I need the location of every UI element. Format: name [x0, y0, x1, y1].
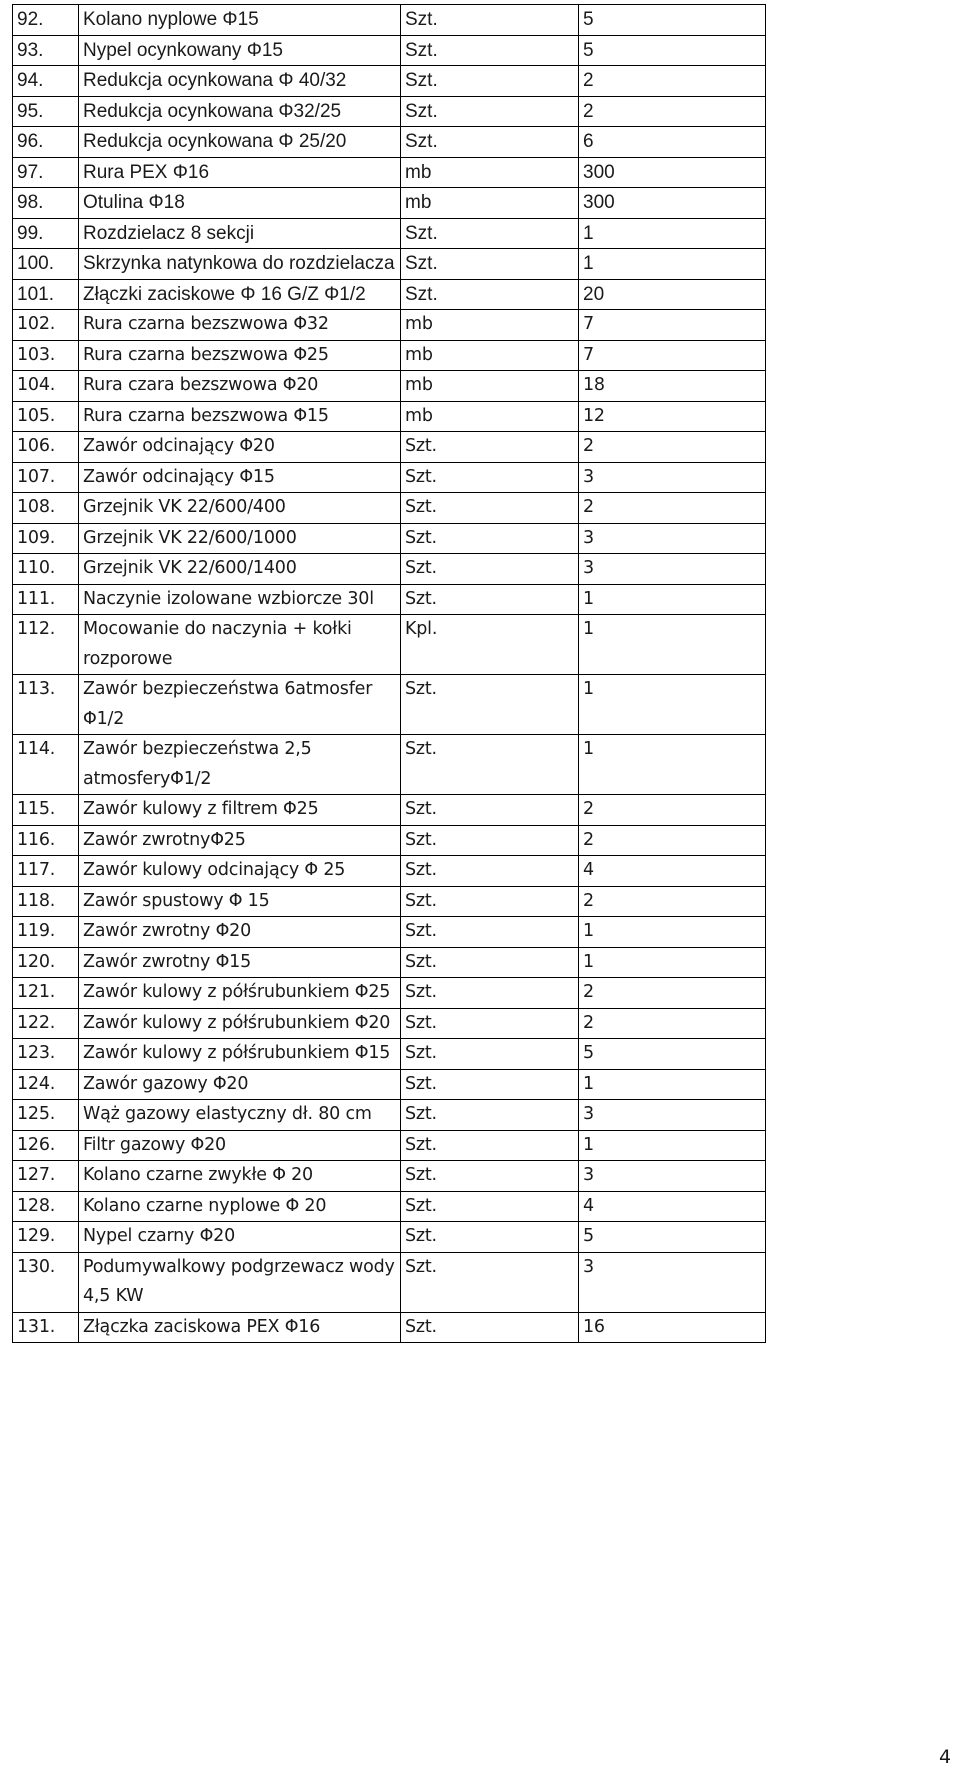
item-number-cell: 116.	[13, 825, 79, 856]
item-name-cell: Rura czara bezszwowa Φ20	[79, 371, 401, 402]
quantity-cell: 2	[579, 96, 766, 127]
unit-cell: Szt.	[401, 5, 579, 36]
item-number-cell: 99.	[13, 218, 79, 249]
unit-cell: mb	[401, 401, 579, 432]
quantity-cell: 7	[579, 310, 766, 341]
item-name-cell: Rura czarna bezszwowa Φ32	[79, 310, 401, 341]
item-name-cell: Wąż gazowy elastyczny dł. 80 cm	[79, 1100, 401, 1131]
item-name-cell: Filtr gazowy Φ20	[79, 1130, 401, 1161]
quantity-cell: 300	[579, 188, 766, 219]
quantity-cell: 6	[579, 127, 766, 158]
unit-cell: Szt.	[401, 432, 579, 463]
unit-cell: Szt.	[401, 1191, 579, 1222]
unit-cell: Szt.	[401, 1008, 579, 1039]
table-row	[13, 493, 766, 524]
table-row	[13, 310, 766, 341]
quantity-cell: 1	[579, 735, 766, 795]
table-row	[13, 554, 766, 585]
item-name-cell: Kolano nyplowe Φ15	[79, 5, 401, 36]
quantity-cell: 16	[579, 1312, 766, 1343]
unit-cell: Szt.	[401, 462, 579, 493]
table-row	[13, 917, 766, 948]
item-name-cell: Otulina Φ18	[79, 188, 401, 219]
item-name-cell: Złączka zaciskowa PEX Φ16	[79, 1312, 401, 1343]
item-name-cell: Zawór kulowy z półśrubunkiem Φ25	[79, 978, 401, 1009]
unit-cell: Szt.	[401, 66, 579, 97]
quantity-cell: 5	[579, 35, 766, 66]
table-row	[13, 279, 766, 310]
item-number-cell: 103.	[13, 340, 79, 371]
table-row	[13, 1252, 766, 1312]
table-row	[13, 735, 766, 795]
unit-cell: mb	[401, 310, 579, 341]
item-number-cell: 109.	[13, 523, 79, 554]
item-name-cell: Zawór spustowy Φ 15	[79, 886, 401, 917]
table-row	[13, 978, 766, 1009]
table-row	[13, 615, 766, 675]
item-name-cell: Redukcja ocynkowana Φ32/25	[79, 96, 401, 127]
table-row	[13, 1039, 766, 1070]
table-row	[13, 127, 766, 158]
item-number-cell: 100.	[13, 249, 79, 280]
item-number-cell: 130.	[13, 1252, 79, 1312]
item-number-cell: 102.	[13, 310, 79, 341]
item-name-cell: Grzejnik VK 22/600/1400	[79, 554, 401, 585]
item-number-cell: 93.	[13, 35, 79, 66]
quantity-cell: 1	[579, 947, 766, 978]
quantity-cell: 1	[579, 917, 766, 948]
quantity-cell: 1	[579, 584, 766, 615]
item-number-cell: 97.	[13, 157, 79, 188]
unit-cell: mb	[401, 340, 579, 371]
item-name-cell: Skrzynka natynkowa do rozdzielacza	[79, 249, 401, 280]
item-name-cell: Złączki zaciskowe Φ 16 G/Z Φ1/2	[79, 279, 401, 310]
table-row	[13, 947, 766, 978]
item-number-cell: 113.	[13, 675, 79, 735]
item-number-cell: 101.	[13, 279, 79, 310]
item-number-cell: 129.	[13, 1222, 79, 1253]
item-number-cell: 126.	[13, 1130, 79, 1161]
unit-cell: Szt.	[401, 554, 579, 585]
item-name-cell: Rozdzielacz 8 sekcji	[79, 218, 401, 249]
item-number-cell: 105.	[13, 401, 79, 432]
table-row	[13, 1008, 766, 1039]
item-name-cell: Redukcja ocynkowana Φ 40/32	[79, 66, 401, 97]
quantity-cell: 4	[579, 1191, 766, 1222]
item-name-cell: Zawór bezpieczeństwa 2,5 atmosferyΦ1/2	[79, 735, 401, 795]
quantity-cell: 7	[579, 340, 766, 371]
item-number-cell: 123.	[13, 1039, 79, 1070]
quantity-cell: 1	[579, 249, 766, 280]
unit-cell: Szt.	[401, 1039, 579, 1070]
table-row	[13, 5, 766, 36]
item-number-cell: 125.	[13, 1100, 79, 1131]
table-row	[13, 35, 766, 66]
unit-cell: Szt.	[401, 493, 579, 524]
item-number-cell: 127.	[13, 1161, 79, 1192]
item-name-cell: Zawór zwrotnyΦ25	[79, 825, 401, 856]
item-name-cell: Redukcja ocynkowana Φ 25/20	[79, 127, 401, 158]
item-number-cell: 122.	[13, 1008, 79, 1039]
unit-cell: Szt.	[401, 735, 579, 795]
quantity-cell: 2	[579, 66, 766, 97]
item-name-cell: Zawór kulowy odcinający Φ 25	[79, 856, 401, 887]
table-row	[13, 188, 766, 219]
table-row	[13, 584, 766, 615]
table-row	[13, 432, 766, 463]
item-name-cell: Kolano czarne nyplowe Φ 20	[79, 1191, 401, 1222]
item-name-cell: Zawór kulowy z półśrubunkiem Φ20	[79, 1008, 401, 1039]
quantity-cell: 5	[579, 1039, 766, 1070]
unit-cell: Szt.	[401, 523, 579, 554]
item-number-cell: 124.	[13, 1069, 79, 1100]
unit-cell: Szt.	[401, 795, 579, 826]
unit-cell: Szt.	[401, 1222, 579, 1253]
item-number-cell: 114.	[13, 735, 79, 795]
item-name-cell: Zawór kulowy z filtrem Φ25	[79, 795, 401, 826]
unit-cell: Szt.	[401, 856, 579, 887]
table-row	[13, 249, 766, 280]
materials-table	[12, 4, 766, 1343]
unit-cell: Szt.	[401, 1161, 579, 1192]
quantity-cell: 20	[579, 279, 766, 310]
table-row	[13, 462, 766, 493]
unit-cell: Szt.	[401, 675, 579, 735]
table-row	[13, 1191, 766, 1222]
item-name-cell: Zawór odcinający Φ20	[79, 432, 401, 463]
unit-cell: Szt.	[401, 917, 579, 948]
item-number-cell: 131.	[13, 1312, 79, 1343]
item-number-cell: 106.	[13, 432, 79, 463]
quantity-cell: 2	[579, 493, 766, 524]
item-name-cell: Nypel ocynkowany Φ15	[79, 35, 401, 66]
item-name-cell: Grzejnik VK 22/600/1000	[79, 523, 401, 554]
quantity-cell: 3	[579, 554, 766, 585]
item-name-cell: Grzejnik VK 22/600/400	[79, 493, 401, 524]
quantity-cell: 2	[579, 432, 766, 463]
quantity-cell: 2	[579, 978, 766, 1009]
quantity-cell: 1	[579, 675, 766, 735]
table-row	[13, 675, 766, 735]
quantity-cell: 1	[579, 615, 766, 675]
item-number-cell: 121.	[13, 978, 79, 1009]
item-number-cell: 104.	[13, 371, 79, 402]
item-name-cell: Zawór gazowy Φ20	[79, 1069, 401, 1100]
table-row	[13, 401, 766, 432]
table-row	[13, 1312, 766, 1343]
table-row	[13, 886, 766, 917]
table-row	[13, 795, 766, 826]
item-name-cell: Mocowanie do naczynia + kołki rozporowe	[79, 615, 401, 675]
item-name-cell: Rura PEX Φ16	[79, 157, 401, 188]
item-name-cell: Naczynie izolowane wzbiorcze 30l	[79, 584, 401, 615]
item-name-cell: Rura czarna bezszwowa Φ25	[79, 340, 401, 371]
item-name-cell: Kolano czarne zwykłe Φ 20	[79, 1161, 401, 1192]
item-number-cell: 98.	[13, 188, 79, 219]
item-number-cell: 115.	[13, 795, 79, 826]
unit-cell: mb	[401, 188, 579, 219]
quantity-cell: 3	[579, 1161, 766, 1192]
item-number-cell: 117.	[13, 856, 79, 887]
unit-cell: Szt.	[401, 279, 579, 310]
unit-cell: Kpl.	[401, 615, 579, 675]
table-row	[13, 340, 766, 371]
quantity-cell: 2	[579, 795, 766, 826]
item-name-cell: Zawór zwrotny Φ20	[79, 917, 401, 948]
table-row	[13, 1222, 766, 1253]
item-number-cell: 94.	[13, 66, 79, 97]
item-number-cell: 111.	[13, 584, 79, 615]
unit-cell: Szt.	[401, 1069, 579, 1100]
quantity-cell: 2	[579, 825, 766, 856]
unit-cell: Szt.	[401, 1130, 579, 1161]
item-number-cell: 95.	[13, 96, 79, 127]
quantity-cell: 2	[579, 1008, 766, 1039]
item-number-cell: 120.	[13, 947, 79, 978]
item-number-cell: 128.	[13, 1191, 79, 1222]
table-row	[13, 1130, 766, 1161]
quantity-cell: 3	[579, 1100, 766, 1131]
table-row	[13, 825, 766, 856]
table-row	[13, 1161, 766, 1192]
item-name-cell: Zawór bezpieczeństwa 6atmosfer Φ1/2	[79, 675, 401, 735]
unit-cell: Szt.	[401, 218, 579, 249]
table-row	[13, 856, 766, 887]
quantity-cell: 18	[579, 371, 766, 402]
table-row	[13, 96, 766, 127]
table-row	[13, 157, 766, 188]
table-row	[13, 371, 766, 402]
item-name-cell: Zawór odcinający Φ15	[79, 462, 401, 493]
page-number: 4	[939, 1746, 952, 1768]
table-row	[13, 218, 766, 249]
item-name-cell: Zawór zwrotny Φ15	[79, 947, 401, 978]
unit-cell: Szt.	[401, 35, 579, 66]
item-number-cell: 118.	[13, 886, 79, 917]
quantity-cell: 3	[579, 462, 766, 493]
item-name-cell: Podumywalkowy podgrzewacz wody 4,5 KW	[79, 1252, 401, 1312]
quantity-cell: 2	[579, 886, 766, 917]
quantity-cell: 5	[579, 5, 766, 36]
quantity-cell: 3	[579, 1252, 766, 1312]
table-row	[13, 523, 766, 554]
unit-cell: Szt.	[401, 249, 579, 280]
quantity-cell: 1	[579, 1130, 766, 1161]
quantity-cell: 12	[579, 401, 766, 432]
unit-cell: Szt.	[401, 96, 579, 127]
table-row	[13, 1100, 766, 1131]
quantity-cell: 1	[579, 218, 766, 249]
quantity-cell: 3	[579, 523, 766, 554]
materials-table-body	[13, 5, 766, 1343]
unit-cell: mb	[401, 157, 579, 188]
item-number-cell: 110.	[13, 554, 79, 585]
table-row	[13, 1069, 766, 1100]
quantity-cell: 300	[579, 157, 766, 188]
unit-cell: Szt.	[401, 825, 579, 856]
unit-cell: Szt.	[401, 886, 579, 917]
item-name-cell: Zawór kulowy z półśrubunkiem Φ15	[79, 1039, 401, 1070]
quantity-cell: 4	[579, 856, 766, 887]
item-number-cell: 107.	[13, 462, 79, 493]
unit-cell: Szt.	[401, 1312, 579, 1343]
quantity-cell: 1	[579, 1069, 766, 1100]
item-name-cell: Nypel czarny Φ20	[79, 1222, 401, 1253]
unit-cell: Szt.	[401, 127, 579, 158]
item-number-cell: 92.	[13, 5, 79, 36]
unit-cell: Szt.	[401, 978, 579, 1009]
item-number-cell: 108.	[13, 493, 79, 524]
unit-cell: mb	[401, 371, 579, 402]
unit-cell: Szt.	[401, 1252, 579, 1312]
unit-cell: Szt.	[401, 1100, 579, 1131]
item-number-cell: 119.	[13, 917, 79, 948]
unit-cell: Szt.	[401, 947, 579, 978]
item-number-cell: 112.	[13, 615, 79, 675]
item-number-cell: 96.	[13, 127, 79, 158]
unit-cell: Szt.	[401, 584, 579, 615]
quantity-cell: 5	[579, 1222, 766, 1253]
table-row	[13, 66, 766, 97]
item-name-cell: Rura czarna bezszwowa Φ15	[79, 401, 401, 432]
